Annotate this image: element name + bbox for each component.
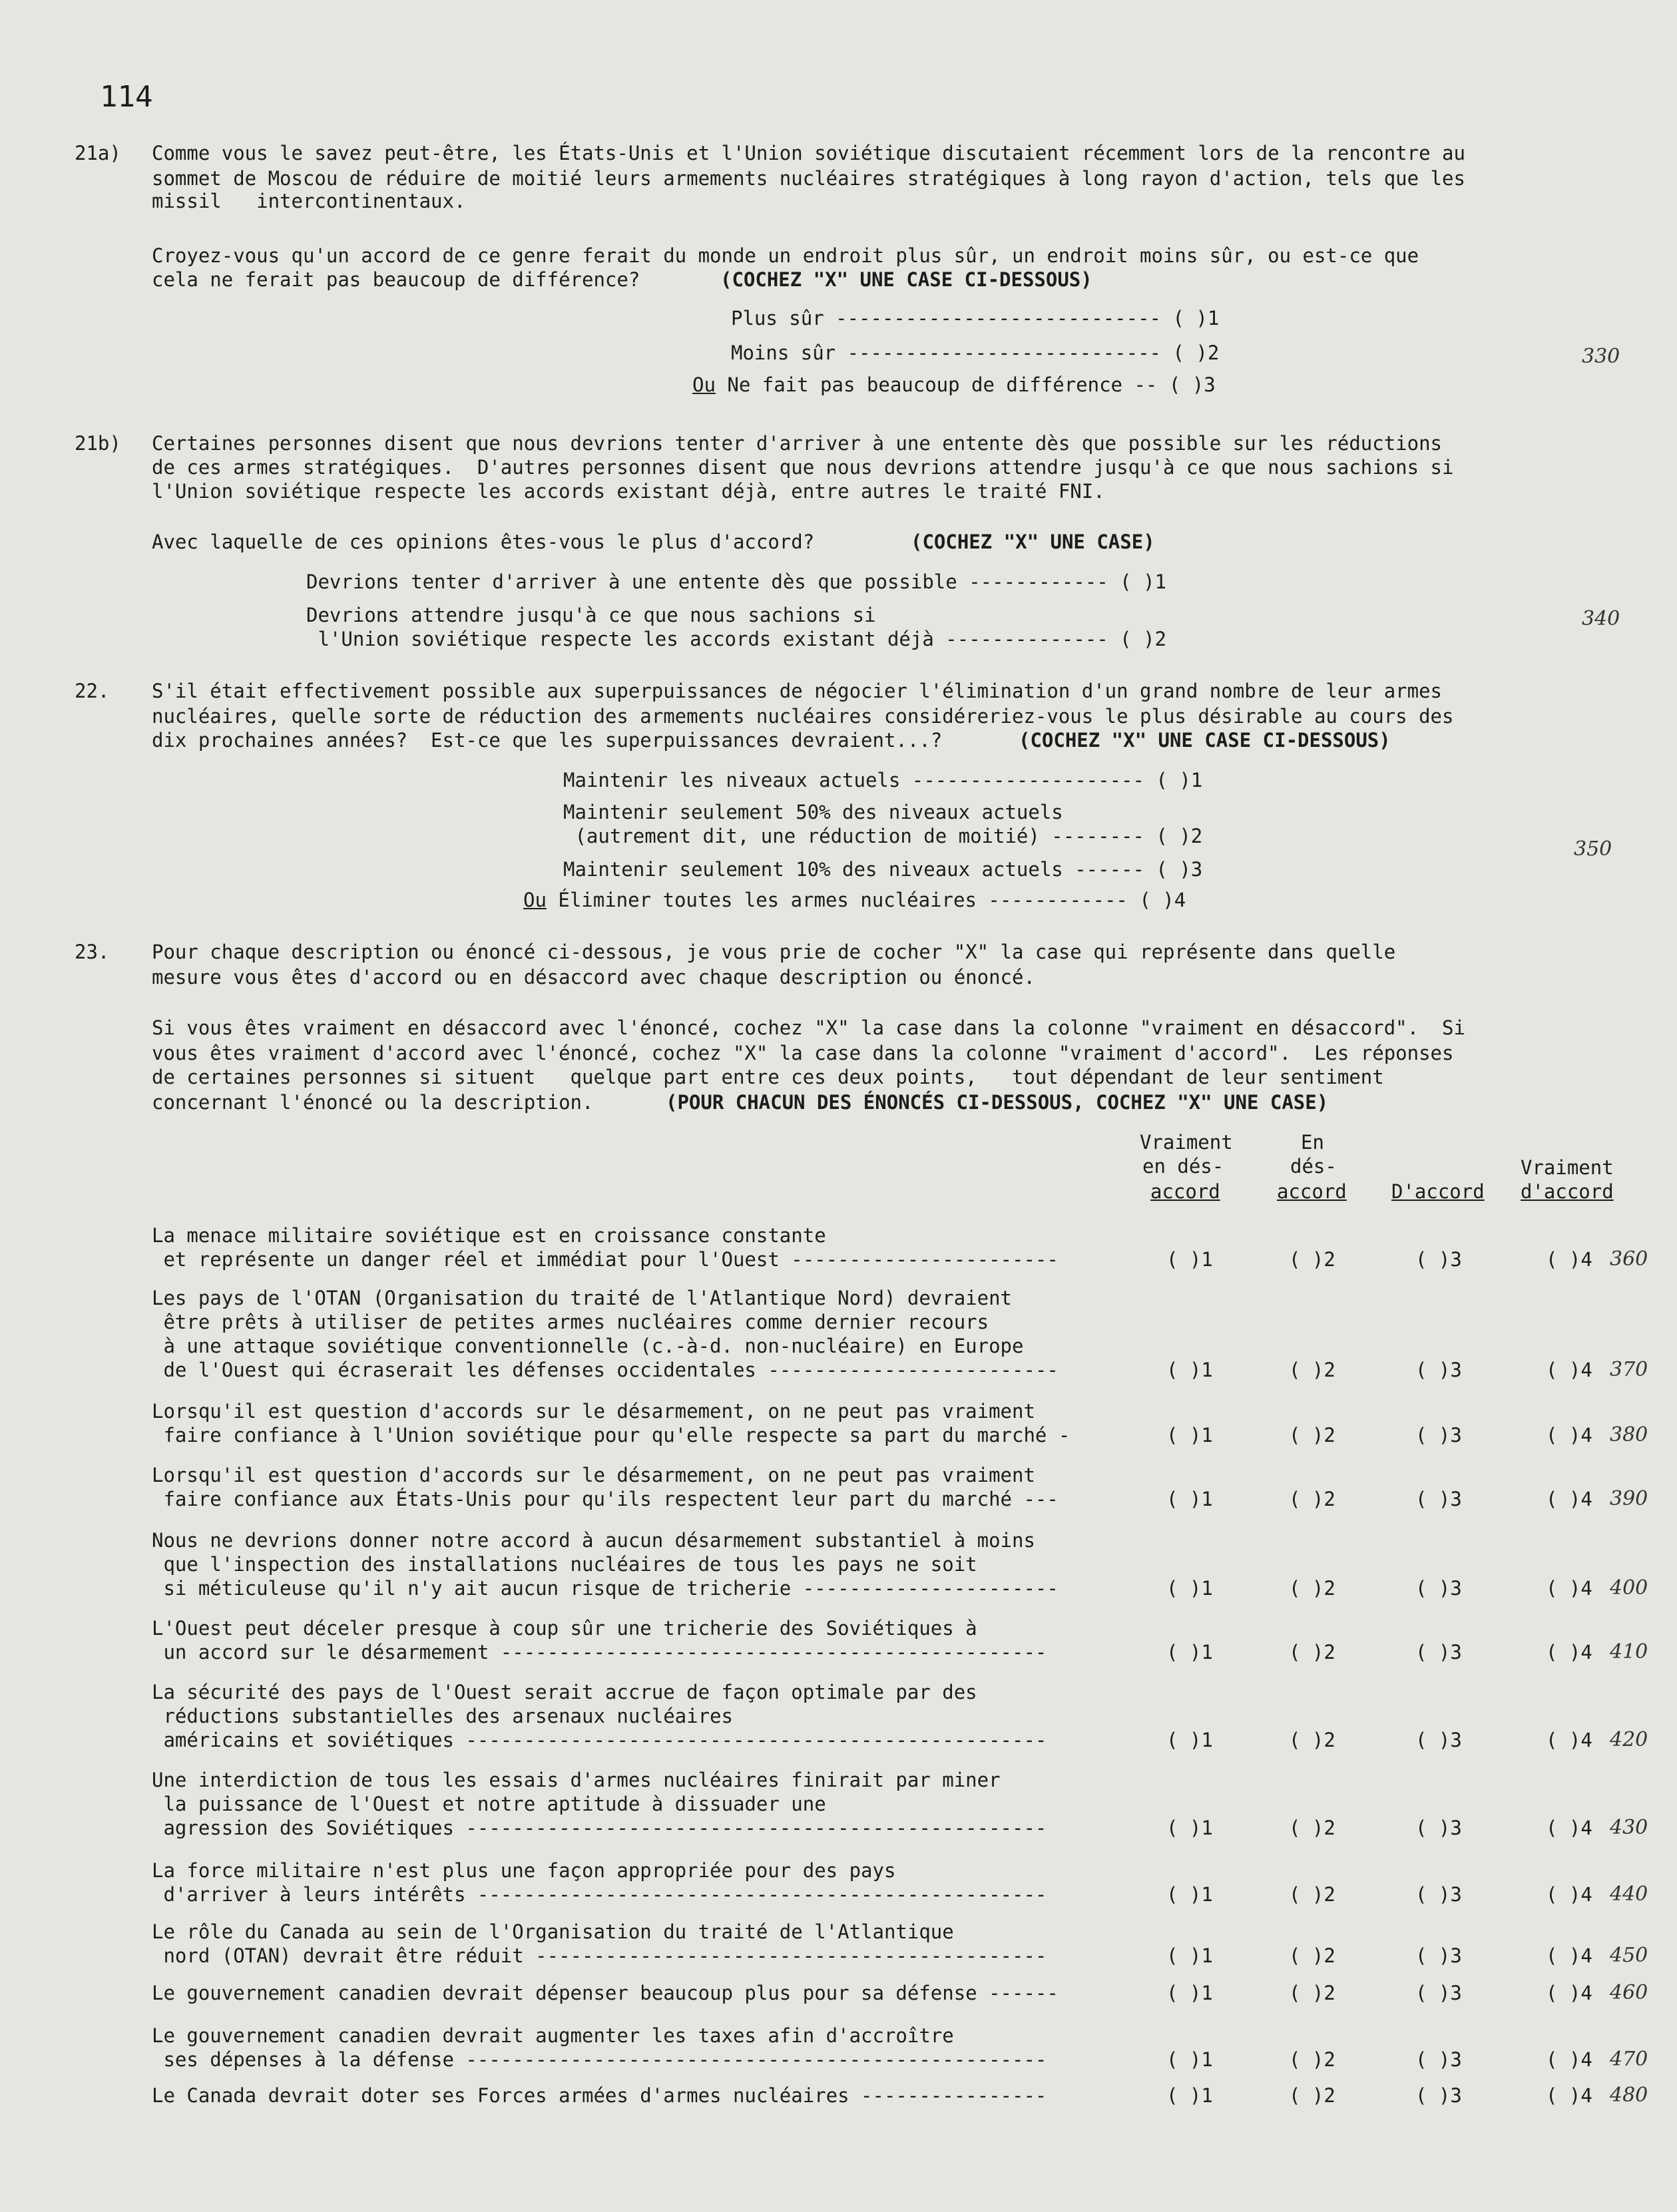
checkbox-3-1[interactable]: ( )1	[1166, 1424, 1213, 1446]
checkbox-4-1[interactable]: ( )1	[1166, 1488, 1213, 1510]
checkbox-12-1[interactable]: ( )1	[1166, 2048, 1213, 2071]
checkbox-12-4[interactable]: ( )4	[1546, 2048, 1592, 2071]
statement-6-code: 410	[1610, 1640, 1648, 1663]
checkbox-9-1[interactable]: ( )1	[1166, 1883, 1213, 1906]
q21a-text-3: missil intercontinentaux.	[152, 190, 466, 212]
q23-text-1: Pour chaque description ou énoncé ci-dessous, je vous prie de cocher "X" la case qui représente dans quelle	[152, 941, 1396, 963]
q21a-text-1: Comme vous le savez peut-être, les États-Unis et l'Union soviétique discutaient récemment lors de la rencontre au	[152, 142, 1465, 164]
ou-prefix: Ou	[692, 373, 716, 396]
q21b-text-1: Certaines personnes disent que nous devrions tenter d'arriver à une entente dès que possible sur les réductions	[152, 432, 1443, 455]
checkbox-7-3[interactable]: ( )3	[1415, 1729, 1462, 1751]
q21a-text-2: sommet de Moscou de réduire de moitié leurs armements nucléaires stratégiques à long rayon d'action, tels que les	[152, 167, 1465, 190]
statement-11-line-1: Le gouvernement canadien devrait dépenser beaucoup plus pour sa défense ------	[152, 1982, 1059, 2004]
q22-text-3: dix prochaines années? Est-ce que les superpuissances devraient...?	[152, 729, 943, 752]
checkbox-2-3[interactable]: ( )3	[1415, 1359, 1462, 1381]
statement-2-line-3: à une attaque soviétique conventionnelle (c.-à-d. non-nucléaire) en Europe	[152, 1335, 1024, 1357]
statement-3-code: 380	[1610, 1423, 1648, 1446]
statement-5-code: 400	[1610, 1576, 1648, 1600]
checkbox-13-4[interactable]: ( )4	[1546, 2084, 1592, 2107]
statement-4-code: 390	[1610, 1487, 1648, 1510]
statement-4-line-2: faire confiance aux États-Unis pour qu'ils respectent leur part du marché ---	[152, 1488, 1059, 1510]
checkbox-12-3[interactable]: ( )3	[1415, 2048, 1462, 2071]
statement-6-line-1: L'Ouest peut déceler presque à coup sûr une tricherie des Soviétiques à	[152, 1617, 977, 1640]
checkbox-5-3[interactable]: ( )3	[1415, 1577, 1462, 1600]
checkbox-8-4[interactable]: ( )4	[1546, 1817, 1592, 1839]
checkbox-8-3[interactable]: ( )3	[1415, 1817, 1462, 1839]
statement-8-line-3: agression des Soviétiques --------------------------------------------------	[152, 1817, 1047, 1839]
q21b-instruction: (COCHEZ "X" UNE CASE)	[911, 531, 1155, 553]
q21b-text-3: l'Union soviétique respecte les accords existant déjà, entre autres le traité FNI.	[152, 480, 1105, 503]
q21a-option-3-text: Ne fait pas beaucoup de différence -- ( )3	[715, 373, 1216, 396]
col-header-3: D'accord	[1391, 1180, 1485, 1203]
checkbox-7-2[interactable]: ( )2	[1289, 1729, 1335, 1751]
statement-10-line-1: Le rôle du Canada au sein de l'Organisation du traité de l'Atlantique	[152, 1920, 954, 1943]
checkbox-13-2[interactable]: ( )2	[1289, 2084, 1335, 2107]
q22-number: 22.	[75, 680, 110, 702]
q22-option-4-text: Éliminer toutes les armes nucléaires ------------ ( )4	[546, 889, 1186, 911]
statement-7-code: 420	[1610, 1728, 1648, 1751]
statement-2-line-2: être prêts à utiliser de petites armes nucléaires comme dernier recours	[152, 1311, 989, 1333]
checkbox-11-4[interactable]: ( )4	[1546, 1982, 1592, 2004]
q21b-option-2b: l'Union soviétique respecte les accords existant déjà -------------- ( )2	[306, 628, 1167, 650]
statement-7-line-1: La sécurité des pays de l'Ouest serait accrue de façon optimale par des	[152, 1681, 977, 1703]
q21a-instruction: (COCHEZ "X" UNE CASE CI-DESSOUS)	[720, 268, 1092, 291]
statement-8-line-1: Une interdiction de tous les essais d'armes nucléaires finirait par miner	[152, 1769, 1001, 1791]
col-header-2-line1: En	[1301, 1131, 1324, 1154]
checkbox-2-1[interactable]: ( )1	[1166, 1359, 1213, 1381]
q22-option-4	[523, 888, 1186, 912]
statement-7-line-2: réductions substantielles des arsenaux nucléaires	[152, 1705, 733, 1727]
checkbox-1-2[interactable]: ( )2	[1289, 1248, 1335, 1271]
q21a-number: 21a)	[75, 142, 121, 164]
page-number: 114	[100, 80, 153, 114]
statement-3-line-2: faire confiance à l'Union soviétique pour qu'elle respecte sa part du marché -	[152, 1424, 1071, 1446]
col-header-2-line2: dés-	[1290, 1155, 1337, 1178]
q22-option-1: Maintenir les niveaux actuels -------------------- ( )1	[563, 769, 1203, 791]
statement-6-line-2: un accord sur le désarmement -----------------------------------------------	[152, 1641, 1047, 1663]
statement-11-code: 460	[1610, 1981, 1648, 2004]
q21a-ask-2: cela ne ferait pas beaucoup de différence?	[152, 268, 640, 291]
col-header-2-line3: accord	[1277, 1180, 1347, 1203]
col-header-1-line1: Vraiment	[1140, 1131, 1233, 1154]
checkbox-1-4[interactable]: ( )4	[1546, 1248, 1592, 1271]
q23-text-6: concernant l'énoncé ou la description.	[152, 1091, 594, 1114]
checkbox-8-1[interactable]: ( )1	[1166, 1817, 1213, 1839]
statement-10-line-2: nord (OTAN) devrait être réduit --------------------------------------------	[152, 1944, 1047, 1967]
statement-12-line-2: ses dépenses à la défense --------------------------------------------------	[152, 2048, 1047, 2071]
statement-10-code: 450	[1610, 1944, 1648, 1967]
statement-2-code: 370	[1610, 1358, 1648, 1381]
checkbox-5-2[interactable]: ( )2	[1289, 1577, 1335, 1600]
statement-4-line-1: Lorsqu'il est question d'accords sur le désarmement, on ne peut pas vraiment	[152, 1464, 1035, 1486]
checkbox-11-2[interactable]: ( )2	[1289, 1982, 1335, 2004]
q21a-ask-1: Croyez-vous qu'un accord de ce genre ferait du monde un endroit plus sûr, un endroit moins sûr, ou est-ce que	[152, 244, 1419, 267]
statement-9-line-2: d'arriver à leurs intérêts -------------------------------------------------	[152, 1883, 1047, 1906]
checkbox-8-2[interactable]: ( )2	[1289, 1817, 1335, 1839]
statement-1-line-2: et représente un danger réel et immédiat pour l'Ouest -----------------------	[152, 1248, 1059, 1271]
checkbox-4-3[interactable]: ( )3	[1415, 1488, 1462, 1510]
checkbox-7-1[interactable]: ( )1	[1166, 1729, 1213, 1751]
checkbox-3-4[interactable]: ( )4	[1546, 1424, 1592, 1446]
checkbox-7-4[interactable]: ( )4	[1546, 1729, 1592, 1751]
statement-9-code: 440	[1610, 1882, 1648, 1906]
q23-instruction: (POUR CHACUN DES ÉNONCÉS CI-DESSOUS, COCHEZ "X" UNE CASE)	[666, 1091, 1329, 1114]
checkbox-13-3[interactable]: ( )3	[1415, 2084, 1462, 2107]
q21b-option-1: Devrions tenter d'arriver à une entente dès que possible ------------ ( )1	[306, 570, 1167, 593]
statement-8-code: 430	[1610, 1816, 1648, 1839]
statement-12-code: 470	[1610, 2048, 1648, 2071]
statement-1-code: 360	[1610, 1247, 1648, 1271]
q22-option-2a: Maintenir seulement 50% des niveaux actuels	[563, 801, 1063, 823]
ou-prefix: Ou	[523, 889, 547, 911]
statement-3-line-1: Lorsqu'il est question d'accords sur le désarmement, on ne peut pas vraiment	[152, 1400, 1035, 1423]
q22-option-3: Maintenir seulement 10% des niveaux actuels ------ ( )3	[563, 858, 1203, 881]
col-header-1-line2: en dés-	[1142, 1155, 1224, 1178]
checkbox-12-2[interactable]: ( )2	[1289, 2048, 1335, 2071]
q22-code: 350	[1574, 837, 1612, 861]
statement-2-line-4: de l'Ouest qui écraserait les défenses occidentales -------------------------	[152, 1359, 1059, 1381]
checkbox-13-1[interactable]: ( )1	[1166, 2084, 1213, 2107]
statement-13-line-1: Le Canada devrait doter ses Forces armées d'armes nucléaires ----------------	[152, 2084, 1047, 2107]
checkbox-1-1[interactable]: ( )1	[1166, 1248, 1213, 1271]
checkbox-10-2[interactable]: ( )2	[1289, 1944, 1335, 1967]
checkbox-10-3[interactable]: ( )3	[1415, 1944, 1462, 1967]
statement-5-line-2: que l'inspection des installations nucléaires de tous les pays ne soit	[152, 1553, 977, 1576]
checkbox-1-3[interactable]: ( )3	[1415, 1248, 1462, 1271]
statement-9-line-1: La force militaire n'est plus une façon appropriée pour des pays	[152, 1859, 896, 1882]
col-header-4-line2: d'accord	[1521, 1180, 1614, 1203]
statement-5-line-3: si méticuleuse qu'il n'y ait aucun risque de tricherie ----------------------	[152, 1577, 1059, 1600]
q23-text-3: Si vous êtes vraiment en désaccord avec l'énoncé, cochez "X" la case dans la colonne "vraiment en désaccord". Si	[152, 1016, 1465, 1039]
q21a-option-1: Plus sûr ---------------------------- ( )1	[731, 307, 1220, 330]
q23-text-2: mesure vous êtes d'accord ou en désaccord avec chaque description ou énoncé.	[152, 966, 1035, 989]
q22-text-1: S'il était effectivement possible aux superpuissances de négocier l'élimination d'un grand nombre de leur armes	[152, 680, 1443, 702]
statement-8-line-2: la puissance de l'Ouest et notre aptitude à dissuader une	[152, 1793, 826, 1815]
checkbox-6-1[interactable]: ( )1	[1166, 1641, 1213, 1663]
q21b-number: 21b)	[75, 432, 121, 455]
checkbox-11-3[interactable]: ( )3	[1415, 1982, 1462, 2004]
checkbox-6-2[interactable]: ( )2	[1289, 1641, 1335, 1663]
q21b-text-2: de ces armes stratégiques. D'autres personnes disent que nous devrions attendre jusqu'à ce que nous sachions si	[152, 456, 1454, 479]
checkbox-9-3[interactable]: ( )3	[1415, 1883, 1462, 1906]
checkbox-4-4[interactable]: ( )4	[1546, 1488, 1592, 1510]
q22-instruction: (COCHEZ "X" UNE CASE CI-DESSOUS)	[1019, 729, 1391, 752]
checkbox-3-2[interactable]: ( )2	[1289, 1424, 1335, 1446]
q21a-option-2: Moins sûr --------------------------- ( )2	[731, 341, 1220, 364]
q21b-code: 340	[1582, 607, 1620, 630]
q22-text-2: nucléaires, quelle sorte de réduction des armements nucléaires considéreriez-vous le plus désirable au cours des	[152, 705, 1454, 728]
q23-text-5: de certaines personnes si situent quelque part entre ces deux points, tout dépendant de leur sentiment	[152, 1066, 1384, 1088]
col-header-4-line1: Vraiment	[1521, 1156, 1614, 1179]
checkbox-5-4[interactable]: ( )4	[1546, 1577, 1592, 1600]
q23-text-4: vous êtes vraiment d'accord avec l'énoncé, cochez "X" la case dans la colonne "vraiment d'accord". Les réponses	[152, 1042, 1454, 1064]
q21b-ask: Avec laquelle de ces opinions êtes-vous le plus d'accord?	[152, 531, 815, 553]
checkbox-4-2[interactable]: ( )2	[1289, 1488, 1335, 1510]
q22-option-2b: (autrement dit, une réduction de moitié) -------- ( )2	[563, 825, 1203, 847]
statement-2-line-1: Les pays de l'OTAN (Organisation du traité de l'Atlantique Nord) devraient	[152, 1287, 1013, 1309]
statement-1-line-1: La menace militaire soviétique est en croissance constante	[152, 1224, 826, 1247]
checkbox-2-4[interactable]: ( )4	[1546, 1359, 1592, 1381]
statement-5-line-1: Nous ne devrions donner notre accord à aucun désarmement substantiel à moins	[152, 1529, 1035, 1552]
statement-13-code: 480	[1610, 2084, 1648, 2107]
checkbox-3-3[interactable]: ( )3	[1415, 1424, 1462, 1446]
checkbox-10-4[interactable]: ( )4	[1546, 1944, 1592, 1967]
checkbox-10-1[interactable]: ( )1	[1166, 1944, 1213, 1967]
statement-12-line-1: Le gouvernement canadien devrait augmenter les taxes afin d'accroître	[152, 2024, 954, 2047]
q21a-code: 330	[1582, 345, 1620, 368]
q21b-option-2a: Devrions attendre jusqu'à ce que nous sachions si	[306, 604, 876, 626]
statement-7-line-3: américains et soviétiques --------------------------------------------------	[152, 1729, 1047, 1751]
col-header-1-line3: accord	[1150, 1180, 1220, 1203]
checkbox-9-4[interactable]: ( )4	[1546, 1883, 1592, 1906]
checkbox-9-2[interactable]: ( )2	[1289, 1883, 1335, 1906]
q23-number: 23.	[75, 941, 110, 963]
checkbox-6-4[interactable]: ( )4	[1546, 1641, 1592, 1663]
checkbox-6-3[interactable]: ( )3	[1415, 1641, 1462, 1663]
checkbox-11-1[interactable]: ( )1	[1166, 1982, 1213, 2004]
q21a-option-3	[692, 373, 1216, 397]
checkbox-5-1[interactable]: ( )1	[1166, 1577, 1213, 1600]
checkbox-2-2[interactable]: ( )2	[1289, 1359, 1335, 1381]
